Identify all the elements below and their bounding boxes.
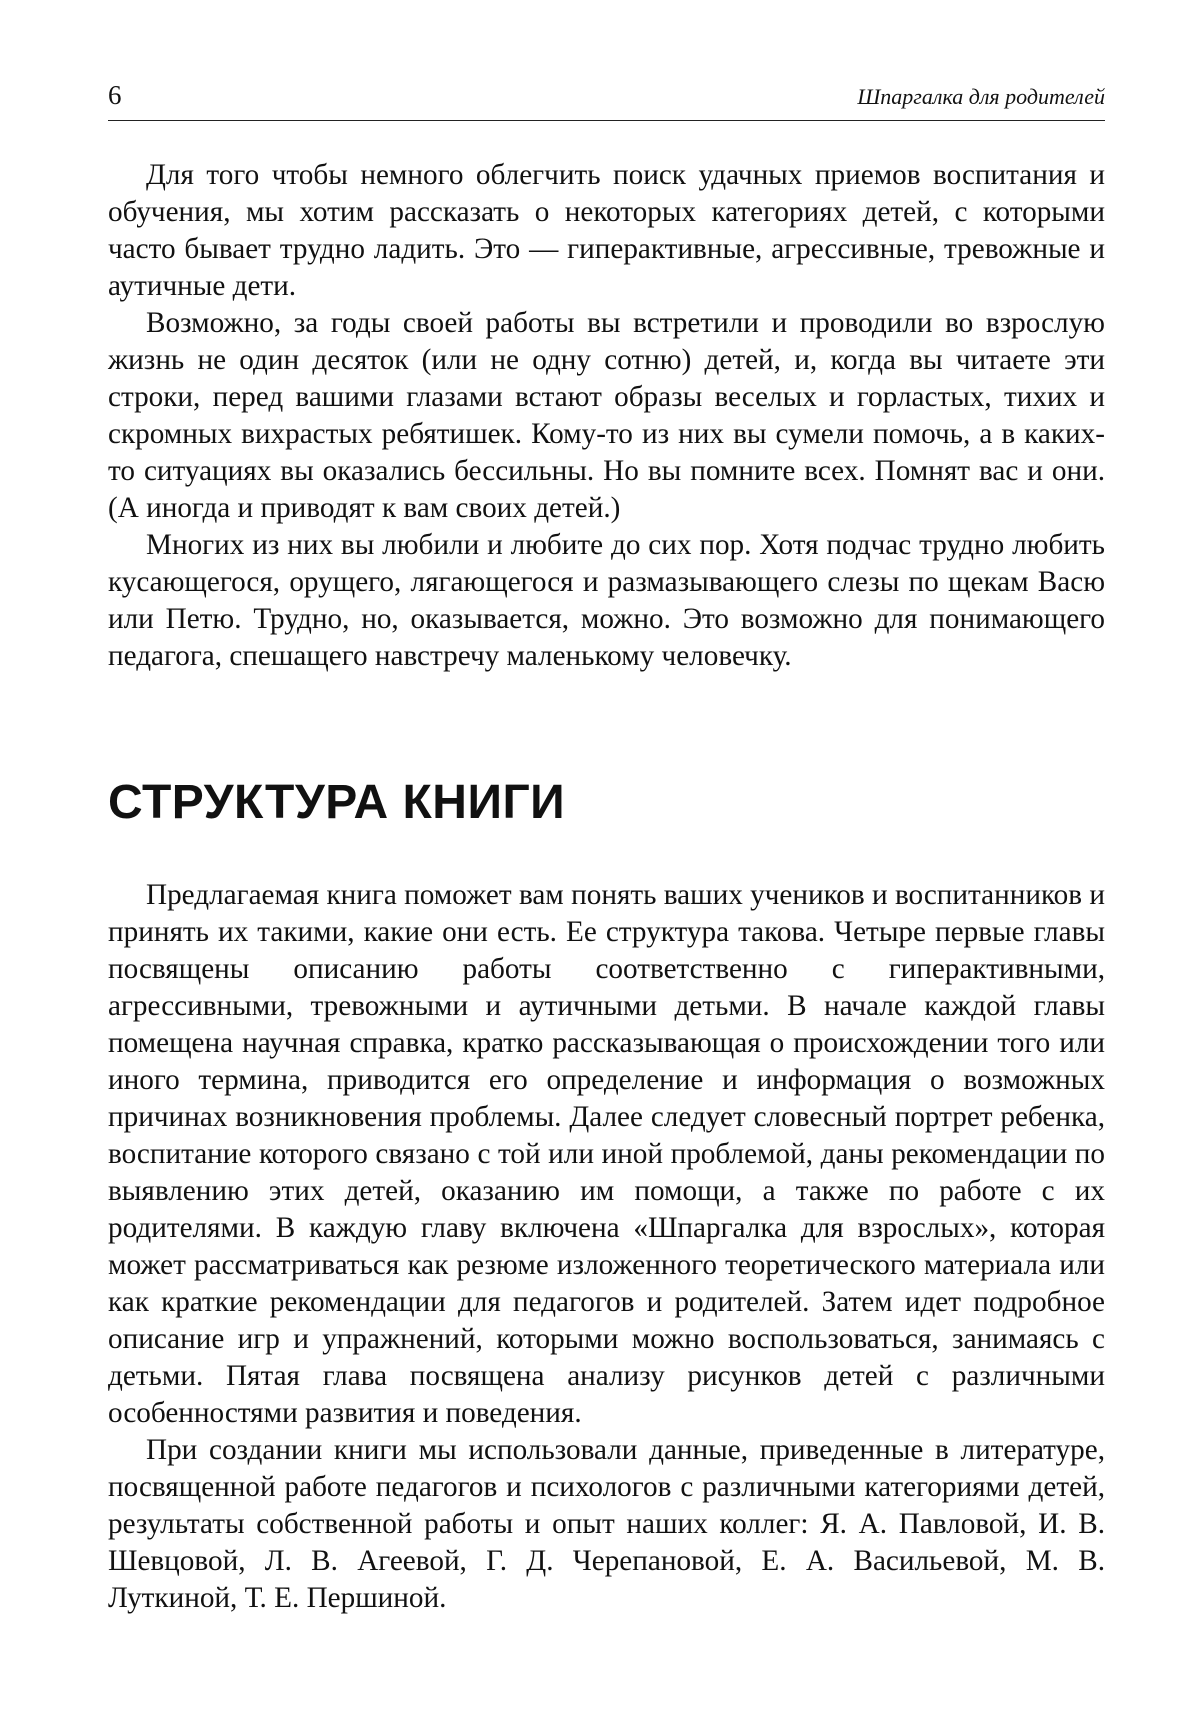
page-number: 6	[108, 80, 122, 110]
section-title: СТРУКТУРА КНИГИ	[108, 776, 566, 829]
paragraph: Для того чтобы немного облегчить поиск удачных приемов воспитания и обучения, мы хотим рассказать о некоторых категориях детей, с которыми часто бывает трудно ладить. Это — гиперактивные, агрессивные, тревожные и аутичные дети.	[108, 159, 1105, 302]
section-text	[108, 877, 1105, 1617]
paragraph: При создании книги мы использовали данные, приведенные в литературе, посвященной работе педагогов и психологов с различными категориями детей, результаты собственной работы и опыт наших коллег: Я. А. Павловой, И. В. Шевцовой, Л. В. Агеевой, Г. Д. Черепановой, Е. А. Васильевой, М. В. Луткиной, Т. Е. Першиной.	[108, 1434, 1105, 1614]
paragraph: Предлагаемая книга поможет вам понять ваших учеников и воспитанников и принять их такими, какие они есть. Ее структура такова. Четыре первые главы посвящены описанию работы соответственно с гиперактивными, агрессивными, тревожными и аутичными детьми. В начале каждой главы помещена научная справка, кратко рассказывающая о происхождении того или иного термина, приводится его определение и информация о возможных причинах возникновения проблемы. Далее следует словесный портрет ребенка, воспитание которого связано с той или иной проблемой, даны рекомендации по выявлению этих детей, оказанию им помощи, а также по работе с их родителями. В каждую главу включена «Шпаргалка для взрослых», которая может рассматриваться как резюме изложенного теоретического материала или как краткие рекомендации для педагогов и родителей. Затем идет подробное описание игр и упражнений, которыми можно воспользоваться, занимаясь с детьми. Пятая глава посвящена анализу рисунков детей с различными особенностями развития и поведения.	[108, 879, 1105, 1429]
running-title: Шпаргалка для родителей	[857, 84, 1105, 109]
paragraph: Возможно, за годы своей работы вы встретили и проводили во взрослую жизнь не один десяток (или не одну сотню) детей, и, когда вы читаете эти строки, перед вашими глазами встают образы веселых и горластых, тихих и скромных вихрастых ребятишек. Кому-то из них вы сумели помочь, а в каких-то ситуациях вы оказались бессильны. Но вы помните всех. Помнят вас и они. (А иногда и приводят к вам своих детей.)	[108, 307, 1105, 524]
paragraph: Многих из них вы любили и любите до сих пор. Хотя подчас трудно любить кусающегося, орущего, лягающегося и размазывающего слезы по щекам Васю или Петю. Трудно, но, оказывается, можно. Это возможно для понимающего педагога, спешащего навстречу маленькому человечку.	[108, 529, 1105, 672]
page-header	[108, 80, 1105, 121]
intro-text	[108, 157, 1105, 675]
